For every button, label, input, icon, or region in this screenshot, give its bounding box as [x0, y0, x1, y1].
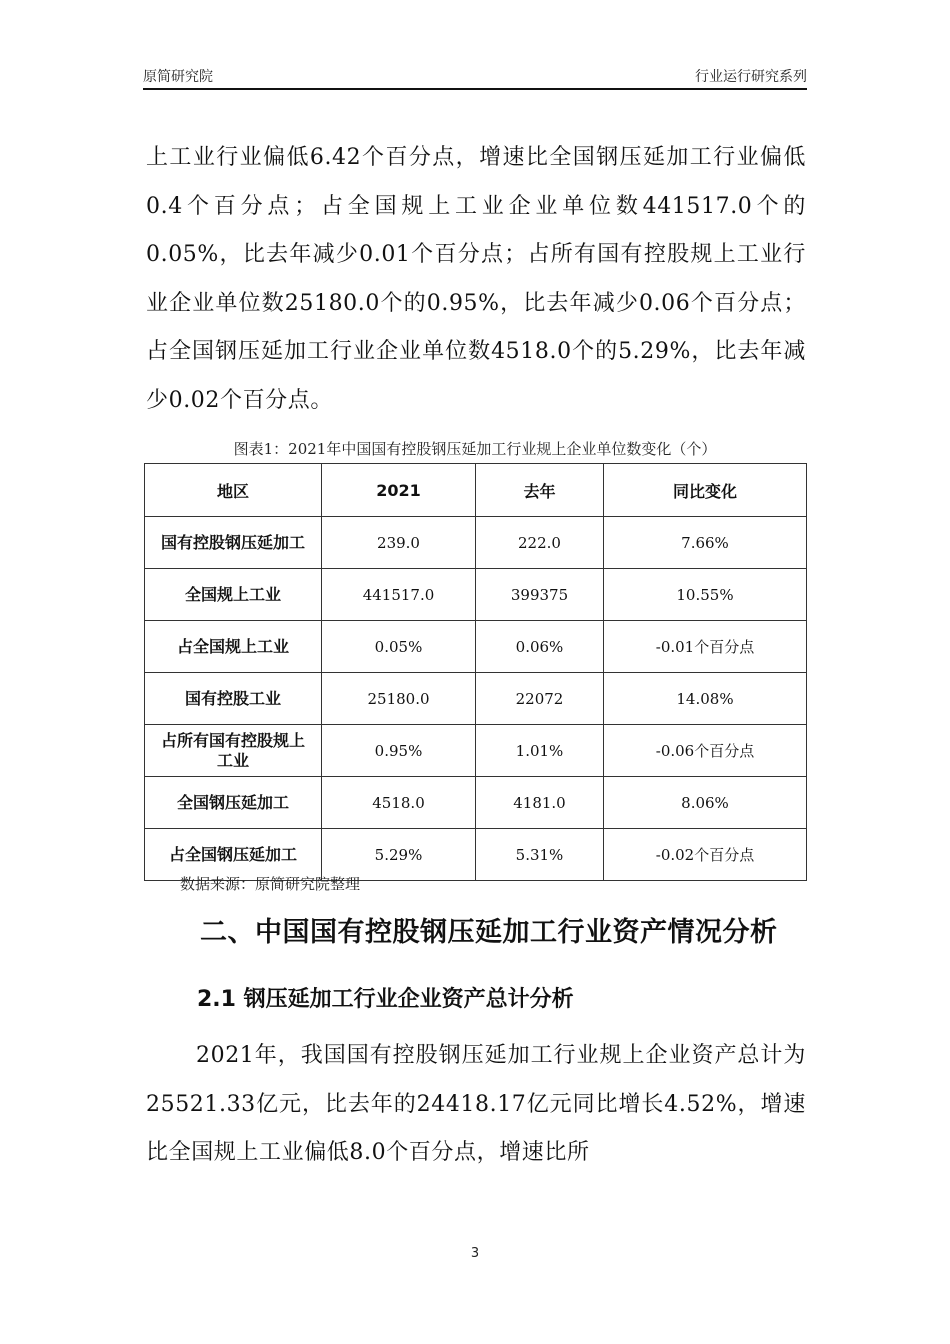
row-value-2021: 441517.0	[322, 569, 476, 621]
row-value-last-year: 399375	[476, 569, 604, 621]
page-number: 3	[470, 1246, 480, 1261]
row-value-2021: 5.29%	[322, 829, 476, 881]
table-caption: 图表1：2021年中国国有控股钢压延加工行业规上企业单位数变化（个）	[233, 440, 717, 458]
row-value-last-year: 222.0	[476, 517, 604, 569]
row-value-last-year: 0.06%	[476, 621, 604, 673]
row-value-last-year: 22072	[476, 673, 604, 725]
table-row	[145, 621, 807, 673]
row-value-yoy: 7.66%	[603, 517, 806, 569]
row-region: 国有控股钢压延加工	[145, 517, 322, 569]
row-region: 国有控股工业	[145, 673, 322, 725]
row-value-last-year: 4181.0	[476, 777, 604, 829]
body-paragraph-2: 2021年，我国国有控股钢压延加工行业规上企业资产总计为25521.33亿元，比去年的24418.17亿元同比增长4.52%，增速比全国规上工业偏低8.0个百分点，增速比所	[146, 1043, 806, 1165]
row-value-yoy: -0.02个百分点	[603, 829, 806, 881]
row-value-yoy: 10.55%	[603, 569, 806, 621]
table-row	[145, 569, 807, 621]
column-header-last-year: 去年	[476, 464, 604, 517]
body-paragraph-1: 上工业行业偏低6.42个百分点，增速比全国钢压延加工行业偏低0.4个百分点；占全国规上工业企业单位数441517.0个的0.05%，比去年减少0.01个百分点；占所有国有控股规上工业行业企业单位数25180.0个的0.95%，比去年减少0.06个百分点；占全国钢压延加工行业企业单位数4518.0个的5.29%，比去年减少0.02个百分点。	[146, 145, 806, 413]
row-value-last-year: 5.31%	[476, 829, 604, 881]
column-header-region: 地区	[145, 464, 322, 517]
table-header-row	[145, 464, 807, 517]
row-value-yoy: 14.08%	[603, 673, 806, 725]
row-value-2021: 0.05%	[322, 621, 476, 673]
section-heading: 二、中国国有控股钢压延加工行业资产情况分析	[200, 917, 778, 948]
column-header-yoy-change: 同比变化	[603, 464, 806, 517]
row-value-2021: 0.95%	[322, 725, 476, 777]
table-source-note: 数据来源：原简研究院整理	[180, 875, 361, 893]
subsection-heading: 2.1 钢压延加工行业企业资产总计分析	[197, 987, 574, 1012]
row-value-2021: 4518.0	[322, 777, 476, 829]
table-row	[145, 725, 807, 777]
header-series-name: 行业运行研究系列	[695, 69, 807, 85]
row-value-last-year: 1.01%	[476, 725, 604, 777]
row-value-yoy: -0.01个百分点	[603, 621, 806, 673]
enterprise-count-table	[144, 463, 807, 881]
table-row	[145, 777, 807, 829]
row-region: 占所有国有控股规上工业	[145, 725, 322, 777]
page-header	[143, 66, 807, 88]
column-header-2021: 2021	[322, 464, 476, 517]
row-value-2021: 239.0	[322, 517, 476, 569]
row-region: 占全国钢压延加工	[145, 829, 322, 881]
row-value-yoy: 8.06%	[603, 777, 806, 829]
table-row	[145, 673, 807, 725]
row-region: 全国规上工业	[145, 569, 322, 621]
row-region: 占全国规上工业	[145, 621, 322, 673]
header-org-name: 原简研究院	[143, 69, 213, 85]
row-region: 全国钢压延加工	[145, 777, 322, 829]
row-value-2021: 25180.0	[322, 673, 476, 725]
table-row	[145, 517, 807, 569]
row-value-yoy: -0.06个百分点	[603, 725, 806, 777]
header-divider	[143, 88, 807, 90]
